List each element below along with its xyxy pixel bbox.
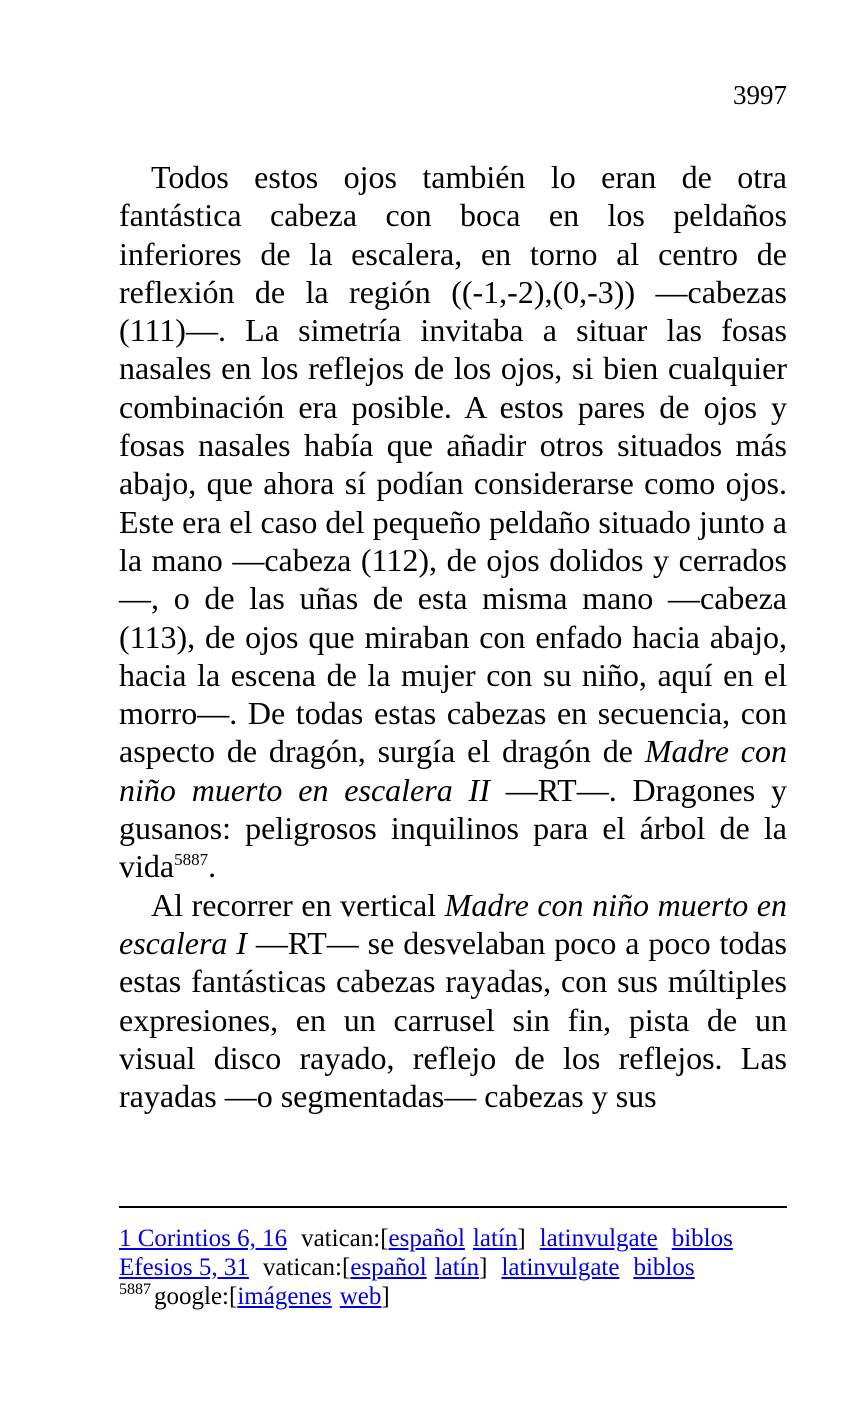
ref-link-1-corintios[interactable]: 1 Corintios 6, 16 (119, 1225, 288, 1252)
ref-link-efesios[interactable]: Efesios 5, 31 (119, 1254, 249, 1281)
vatican-label: vatican:[ (301, 1225, 389, 1252)
espanol-link[interactable]: español (350, 1254, 427, 1281)
biblos-link[interactable]: biblos (633, 1254, 695, 1281)
footnotes (119, 1224, 819, 1314)
imagenes-link[interactable]: imágenes (237, 1283, 332, 1310)
latin-link[interactable]: latín (472, 1225, 518, 1252)
latin-link[interactable]: latín (434, 1254, 480, 1281)
google-label: google:[ (154, 1283, 238, 1310)
web-link[interactable]: web (339, 1283, 382, 1310)
footnote-line-1 (119, 1224, 819, 1253)
paragraph-1 (119, 158, 787, 886)
footnote-divider (119, 1206, 787, 1208)
vatican-label: vatican:[ (262, 1254, 351, 1281)
p1-artwork-title: Madre con niño muerto en escalera II (119, 733, 787, 808)
p2-artwork-title: Madre con niño muerto en escalera I (119, 886, 788, 961)
latinvulgate-link[interactable]: latinvulgate (539, 1225, 658, 1252)
page-number: 3997 (733, 80, 787, 110)
paragraph-2 (119, 886, 787, 1116)
p1-text-a: Todos estos ojos también lo eran de otra fantástica cabeza con boca en los peldaños inferiores de la escalera, en torno al centro de reflexión de la región ((-1,-2),(0,-3)) —cabezas (111)—. La simetría invitaba a situar las fosas nasales en los reflejos de los ojos, si bien cualquier combinación era posible. A estos pares de ojos y fosas nasales había que añadir otros situados más abajo, que ahora sí podían considerarse como ojos. Este era el caso del pequeño peldaño situado junto a la mano —cabeza (112), de ojos dolidos y cerrados—, o de las uñas de esta misma mano —cabeza (113), de ojos que miraban con enfado hacia abajo, hacia la escena de la mujer con su niño, aquí en el morro—. De todas estas cabezas en secuencia, con aspecto de dragón, surgía el dragón de (119, 159, 787, 770)
body-text (119, 158, 787, 1115)
bracket-close: ] (517, 1225, 526, 1252)
biblos-link[interactable]: biblos (671, 1225, 733, 1252)
footnote-line-2 (119, 1253, 819, 1282)
p1-text-b: —RT—. Dragones y gusanos: peligrosos inquilinos para el árbol de la vida (119, 771, 788, 885)
bracket-close: ] (381, 1283, 390, 1310)
footnote-mark: 5887 (119, 1281, 151, 1298)
p2-text-a: Al recorrer en vertical (151, 886, 445, 923)
bracket-close: ] (479, 1254, 488, 1281)
p1-text-c: . (208, 848, 217, 885)
footnote-ref-5887: 5887 (174, 850, 209, 870)
footnote-5887 (119, 1282, 819, 1314)
latinvulgate-link[interactable]: latinvulgate (501, 1254, 620, 1281)
espanol-link[interactable]: español (388, 1225, 465, 1252)
p2-text-b: —RT— se desvelaban poco a poco todas estas fantásticas cabezas rayadas, con sus múltiples expresiones, en un carrusel sin fin, pista de un visual disco rayado, reflejo de los reflejos. Las rayadas —o segmentadas— cabezas y sus (119, 924, 787, 1115)
